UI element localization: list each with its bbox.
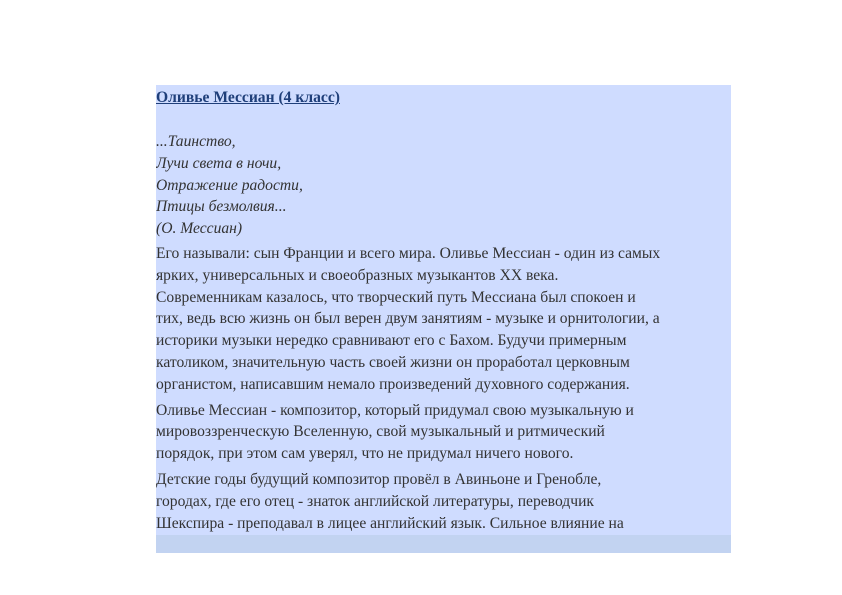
- text-line: мировоззренческую Вселенную, свой музыкальный и ритмический: [156, 423, 605, 441]
- text-panel: [156, 85, 731, 553]
- text-line: органистом, написавшим немало произведений духовного содержания.: [156, 375, 630, 393]
- text-line: Современникам казалось, что творческий путь Мессиана был спокоен и: [156, 288, 636, 306]
- article-content: [156, 87, 731, 534]
- poem-line: Лучи света в ночи,: [156, 154, 282, 172]
- text-line: порядок, при этом сам уверял, что не придумал ничего нового.: [156, 445, 574, 463]
- text-line: Его называли: сын Франции и всего мира. Оливье Мессиан - один из самых: [156, 244, 661, 262]
- article-title[interactable]: Оливье Мессиан (4 класс): [156, 89, 340, 106]
- poem-line: ...Таинство,: [156, 133, 236, 150]
- poem-author: (О. Мессиан): [156, 220, 243, 238]
- text-line: католиком, значительную часть своей жизни он проработал церковным: [156, 353, 630, 371]
- paragraph-intro: [156, 240, 731, 396]
- epigraph-poem: [156, 131, 731, 240]
- poem-line: Отражение радости,: [156, 176, 303, 194]
- text-line: историки музыки нередко сравнивают его с Бахом. Будучи примерным: [156, 332, 627, 350]
- text-line: Детские годы будущий композитор провёл в Авиньоне и Гренобле,: [156, 470, 602, 488]
- text-line: тих, ведь всю жизнь он был верен двум занятиям - музыке и орнитологии, а: [156, 310, 660, 328]
- paragraph-universe: [156, 396, 731, 465]
- panel-bottom-strip: [156, 535, 731, 553]
- text-line: городах, где его отец - знаток английской литературы, переводчик: [156, 492, 594, 510]
- poem-line: Птицы безмолвия...: [156, 198, 287, 216]
- text-line: ярких, универсальных и своеобразных музыкантов XX века.: [156, 266, 559, 284]
- text-line: Оливье Мессиан - композитор, который придумал свою музыкальную и: [156, 401, 634, 419]
- paragraph-childhood: [156, 465, 731, 534]
- text-line: Шекспира - преподавал в лицее английский язык. Сильное влияние на: [156, 514, 624, 532]
